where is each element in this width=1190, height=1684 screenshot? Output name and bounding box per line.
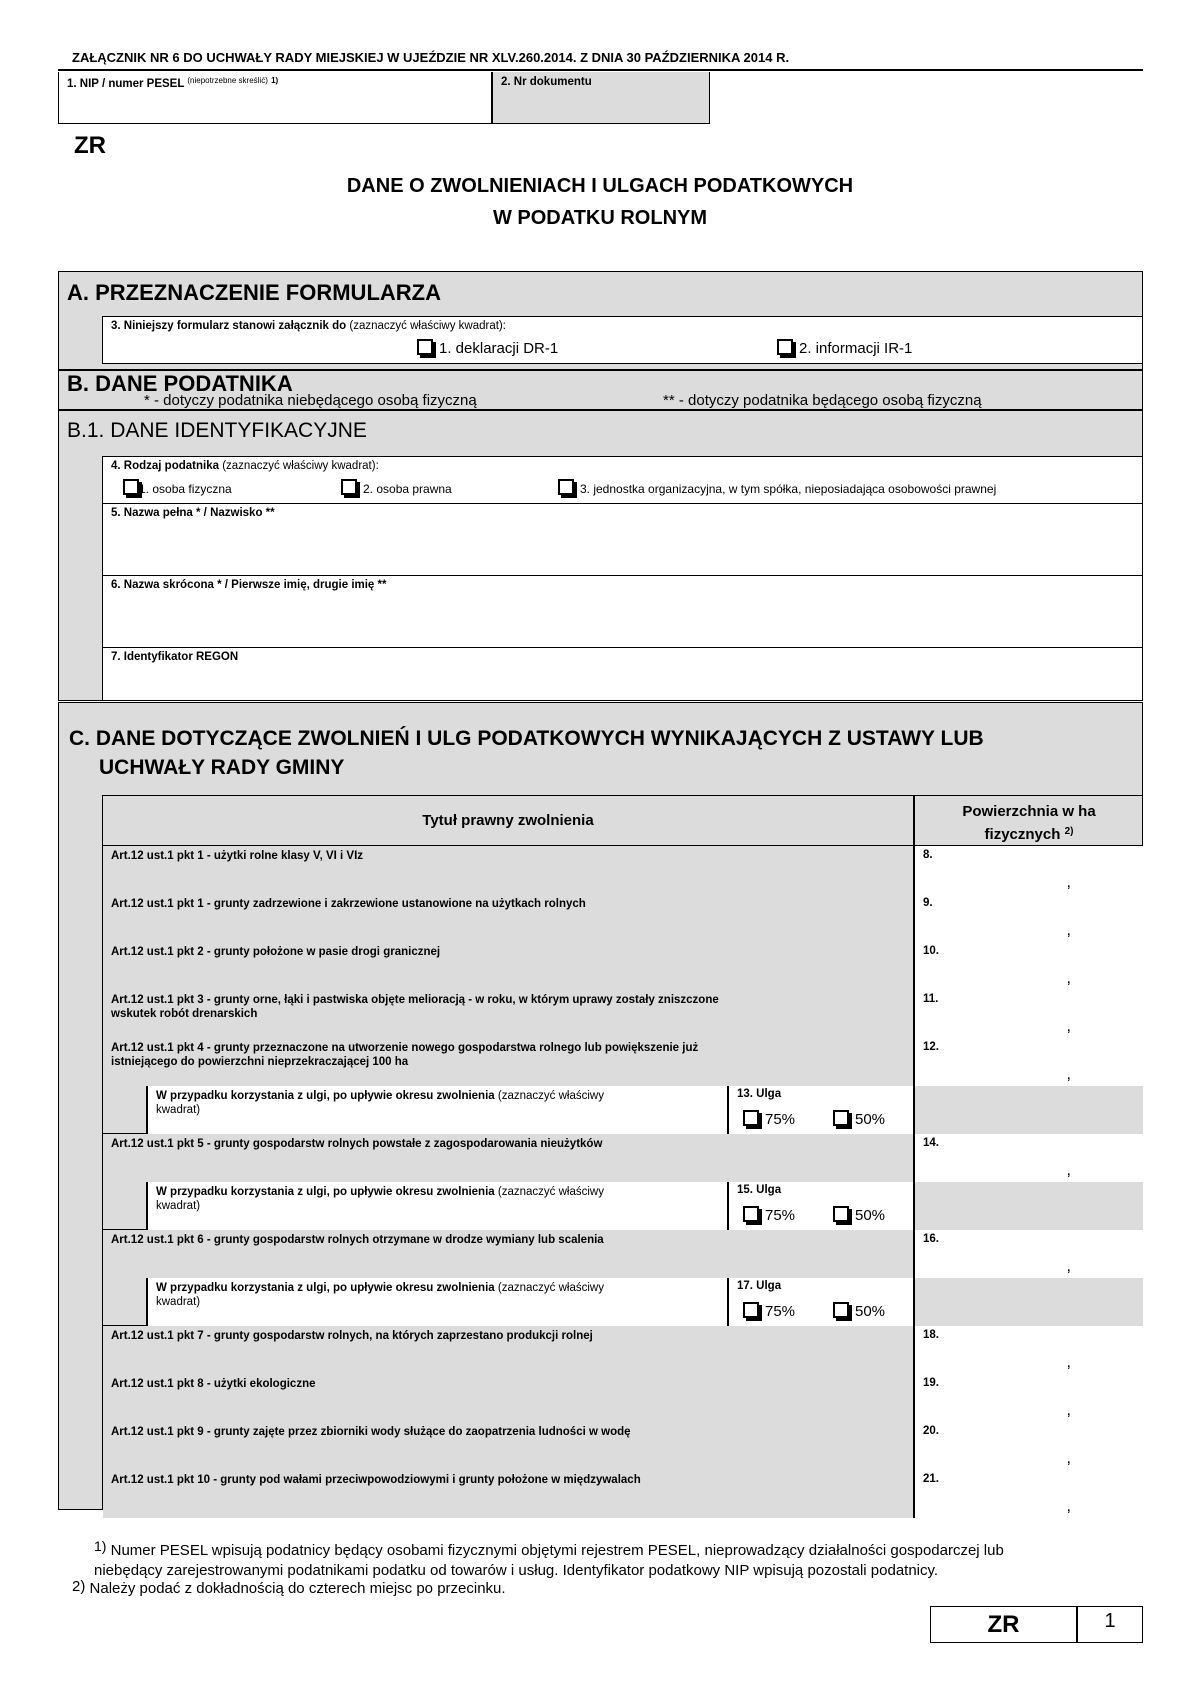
exemption-title: Art.12 ust.1 pkt 6 - grunty gospodarstw rolnych otrzymane w drodze wymiany lub scalenia — [111, 1234, 604, 1246]
relief-number: 15. Ulga — [737, 1184, 782, 1196]
attachment-header: ZAŁĄCZNIK NR 6 DO UCHWAŁY RADY MIEJSKIEJ W UJEŹDZIE NR XLV.260.2014. Z DNIA 30 PAŹDZIERNIKA 2014 R. — [72, 50, 790, 65]
decimal-comma: , — [1066, 922, 1071, 939]
purpose-field — [102, 316, 1142, 364]
option-75-label: 75% — [765, 1207, 796, 1224]
relief-empty-cell — [915, 1278, 1143, 1326]
exemption-title-cont: wskutek robót drenarskich — [111, 1008, 258, 1020]
nip-pesel-label: 1. NIP / numer PESEL — [67, 78, 185, 90]
exemption-title-cont: istniejącego do powierzchni nieprzekraczającej 100 ha — [111, 1056, 409, 1068]
area-input[interactable] — [915, 1374, 1143, 1422]
footnote-2-mark: 2) — [72, 1578, 86, 1595]
relief-row — [103, 1086, 1143, 1134]
decimal-comma: , — [1066, 1354, 1071, 1371]
b1-divider — [59, 409, 1142, 411]
footnote-ref-2: 2) — [1064, 826, 1074, 837]
decimal-comma: , — [1066, 1402, 1071, 1419]
decimal-comma: , — [1066, 874, 1071, 891]
relief-note2: kwadrat) — [156, 1104, 201, 1116]
table-header — [103, 796, 1143, 846]
checkbox-75[interactable] — [743, 1302, 759, 1318]
area-field-number: 9. — [923, 897, 933, 909]
checkbox-org-unit[interactable] — [558, 479, 574, 495]
short-name-label: 6. Nazwa skrócona * / Pierwsze imię, drugie imię ** — [111, 579, 387, 591]
table-row — [103, 990, 1143, 1038]
area-field-number: 10. — [923, 945, 939, 957]
decimal-comma: , — [1066, 1498, 1071, 1515]
relief-row — [103, 1182, 1143, 1230]
table-row — [103, 1134, 1143, 1182]
option-75[interactable] — [743, 1110, 795, 1128]
relief-note: (zaznaczyć właściwy — [497, 1186, 604, 1198]
area-input[interactable] — [915, 1470, 1143, 1518]
footnote-1-line2: niebędący zarejestrowanymi podatnikami podatku od towarów i usług. Identyfikator podatkowy NIP wpisują pozostali podatnicy. — [94, 1562, 939, 1579]
relief-empty-cell — [915, 1182, 1143, 1230]
area-field-number: 20. — [923, 1425, 939, 1437]
relief-note: (zaznaczyć właściwy — [497, 1282, 604, 1294]
column-header-area — [915, 802, 1143, 845]
exemption-title-cell — [103, 1470, 913, 1518]
table-row — [103, 942, 1143, 990]
option-legal-person-label: 2. osoba prawna — [363, 482, 452, 496]
decimal-comma: , — [1066, 1066, 1071, 1083]
footer-form-code: ZR — [987, 1611, 1020, 1638]
table-row — [103, 894, 1143, 942]
regon-field[interactable] — [103, 648, 1143, 701]
relief-options — [729, 1278, 913, 1326]
option-org-unit[interactable] — [558, 479, 996, 496]
option-75[interactable] — [743, 1302, 795, 1320]
option-75-label: 75% — [765, 1111, 796, 1128]
section-b-heading: B. DANE PODATNIKA — [67, 371, 293, 396]
decimal-comma: , — [1066, 970, 1071, 987]
table-row — [103, 1038, 1143, 1086]
area-input[interactable] — [915, 1422, 1143, 1470]
footnote-2-text: Należy podać z dokładnością do czterech miejsc po przecinku. — [89, 1580, 506, 1597]
full-name-label: 5. Nazwa pełna * / Nazwisko ** — [111, 507, 275, 519]
exemption-title-cell — [103, 846, 913, 894]
option-75[interactable] — [743, 1206, 795, 1224]
page-number: 1 — [1104, 1610, 1116, 1632]
option-ir1[interactable] — [777, 339, 912, 357]
option-75-label: 75% — [765, 1303, 796, 1320]
taxpayer-type-field — [103, 457, 1143, 504]
exemption-title: Art.12 ust.1 pkt 4 - grunty przeznaczone na utworzenie nowego gospodarstwa rolnego lub powiększenie już — [111, 1042, 699, 1054]
nip-pesel-note: (niepotrzebne skreślić) — [187, 76, 268, 85]
table-row — [103, 846, 1143, 894]
option-legal-person[interactable] — [341, 479, 452, 496]
section-a-b-frame — [58, 271, 1143, 701]
taxpayer-type-label: 4. Rodzaj podatnika — [111, 460, 219, 472]
table-row — [103, 1422, 1143, 1470]
footnote-2 — [72, 1578, 506, 1597]
header-rule — [58, 69, 1143, 71]
option-50-label: 50% — [855, 1111, 886, 1128]
area-input[interactable] — [915, 1038, 1143, 1086]
exemption-title-cell — [103, 1038, 913, 1086]
option-ir1-label: 2. informacji IR-1 — [799, 340, 913, 357]
full-name-field[interactable] — [103, 504, 1143, 576]
relief-options — [729, 1182, 913, 1230]
checkbox-dr1[interactable] — [417, 339, 433, 355]
option-dr1-label: 1. deklaracji DR-1 — [439, 340, 559, 357]
area-field-number: 16. — [923, 1233, 939, 1245]
table-row — [103, 1230, 1143, 1278]
relief-note2: kwadrat) — [156, 1296, 201, 1308]
exemption-title: Art.12 ust.1 pkt 9 - grunty zajęte przez zbiorniki wody służące do zaopatrzenia ludności w wodę — [111, 1426, 631, 1438]
taxpayer-type-note: (zaznaczyć właściwy kwadrat): — [222, 460, 379, 472]
nip-pesel-field[interactable] — [58, 72, 492, 124]
decimal-comma: , — [1066, 1018, 1071, 1035]
checkbox-ir1[interactable] — [777, 339, 793, 355]
area-field-number: 8. — [923, 849, 933, 861]
exemption-title: Art.12 ust.1 pkt 10 - grunty pod wałami przeciwpowodziowymi i grunty położone w międzywalach — [111, 1474, 641, 1486]
relief-text: W przypadku korzystania z ulgi, po upływie okresu zwolnienia — [156, 1186, 495, 1198]
checkbox-50[interactable] — [833, 1206, 849, 1222]
exemption-title: Art.12 ust.1 pkt 5 - grunty gospodarstw rolnych powstałe z zagospodarowania nieużytków — [111, 1138, 603, 1150]
exemption-title-cell — [103, 1326, 913, 1374]
area-field-number: 18. — [923, 1329, 939, 1341]
exemption-title-cell — [103, 1134, 913, 1182]
checkbox-50[interactable] — [833, 1110, 849, 1126]
relief-description — [148, 1182, 728, 1230]
purpose-note: (zaznaczyć właściwy kwadrat): — [349, 320, 506, 332]
area-field-number: 12. — [923, 1041, 939, 1053]
area-input[interactable] — [915, 846, 1143, 894]
form-title-line2: W PODATKU ROLNYM — [492, 207, 708, 229]
footnote-1 — [94, 1536, 1004, 1581]
option-50-label: 50% — [855, 1303, 886, 1320]
option-50[interactable] — [833, 1302, 885, 1320]
area-input[interactable] — [915, 1326, 1143, 1374]
column-header-title: Tytuł prawny zwolnienia — [422, 812, 594, 829]
form-title-line1: DANE O ZWOLNIENIACH I ULGACH PODATKOWYCH — [346, 175, 854, 197]
relief-row — [103, 1278, 1143, 1326]
decimal-comma: , — [1066, 1450, 1071, 1467]
decimal-comma: , — [1066, 1258, 1071, 1275]
footnote-1-line1: Numer PESEL wpisują podatnicy będący osobami fizycznymi objętymi rejestrem PESEL, nieprowadzący działalności gospodarczej lub — [110, 1542, 1004, 1559]
regon-label: 7. Identyfikator REGON — [111, 651, 239, 663]
exemptions-table — [102, 795, 1142, 1515]
area-field-number: 11. — [923, 993, 939, 1005]
short-name-field[interactable] — [103, 576, 1143, 648]
column-header-area-line2: fizycznych — [984, 826, 1061, 843]
checkbox-legal-person[interactable] — [341, 479, 357, 495]
relief-note: (zaznaczyć właściwy — [497, 1090, 604, 1102]
checkbox-50[interactable] — [833, 1302, 849, 1318]
relief-options — [729, 1086, 913, 1134]
exemption-title: Art.12 ust.1 pkt 1 - użytki rolne klasy V, VI i VIz — [111, 850, 364, 862]
relief-description — [148, 1086, 728, 1134]
checkbox-75[interactable] — [743, 1206, 759, 1222]
area-input[interactable] — [915, 990, 1143, 1038]
column-header-area-line1: Powierzchnia w ha — [962, 803, 1096, 820]
form-code: ZR — [74, 132, 106, 159]
option-50[interactable] — [833, 1206, 885, 1224]
area-input[interactable] — [915, 1230, 1143, 1278]
option-50-label: 50% — [855, 1207, 886, 1224]
exemption-title-cell — [103, 942, 913, 990]
legend-natural: ** - dotyczy podatnika będącego osobą fizyczną — [663, 392, 982, 409]
relief-description — [148, 1278, 728, 1326]
section-c-heading-line2: UCHWAŁY RADY GMINY — [99, 756, 345, 779]
document-number-label: 2. Nr dokumentu — [501, 76, 592, 88]
option-dr1[interactable] — [417, 339, 558, 357]
area-field-number: 21. — [923, 1473, 939, 1485]
area-input[interactable] — [915, 894, 1143, 942]
identification-fields — [102, 456, 1142, 700]
relief-text: W przypadku korzystania z ulgi, po upływie okresu zwolnienia — [156, 1282, 495, 1294]
area-input[interactable] — [915, 1134, 1143, 1182]
option-org-unit-label: 3. jednostka organizacyjna, w tym spółka, nieposiadająca osobowości prawnej — [580, 482, 997, 496]
relief-empty-cell — [915, 1086, 1143, 1134]
option-50[interactable] — [833, 1110, 885, 1128]
table-row — [103, 1374, 1143, 1422]
option-natural-person-label: 1. osoba fizyczna — [139, 482, 232, 496]
relief-number: 13. Ulga — [737, 1088, 782, 1100]
decimal-comma: , — [1066, 1162, 1071, 1179]
option-natural-person[interactable] — [123, 479, 232, 496]
area-field-number: 19. — [923, 1377, 939, 1389]
purpose-label: 3. Niniejszy formularz stanowi załącznik do — [111, 320, 347, 332]
exemption-title-cell — [103, 990, 913, 1038]
exemption-title: Art.12 ust.1 pkt 1 - grunty zadrzewione i zakrzewione ustanowione na użytkach rolnych — [111, 898, 586, 910]
exemption-title-cell — [103, 1230, 913, 1278]
legend-non-natural: * - dotyczy podatnika niebędącego osobą fizyczną — [144, 392, 477, 409]
footnote-ref-1: 1) — [271, 76, 279, 85]
relief-text: W przypadku korzystania z ulgi, po upływie okresu zwolnienia — [156, 1090, 495, 1102]
exemption-title-cell — [103, 894, 913, 942]
section-b1-heading: B.1. DANE IDENTYFIKACYJNE — [67, 419, 367, 442]
table-row — [103, 1326, 1143, 1374]
document-number-field — [492, 72, 710, 124]
table-row — [103, 1470, 1143, 1518]
page-footer-box — [930, 1606, 1143, 1643]
exemption-title: Art.12 ust.1 pkt 7 - grunty gospodarstw rolnych, na których zaprzestano produkcji rolnej — [111, 1330, 593, 1342]
exemption-title-cell — [103, 1422, 913, 1470]
area-input[interactable] — [915, 942, 1143, 990]
exemption-title: Art.12 ust.1 pkt 8 - użytki ekologiczne — [111, 1378, 316, 1390]
area-field-number: 14. — [923, 1137, 939, 1149]
section-c-heading-line1: C. DANE DOTYCZĄCE ZWOLNIEŃ I ULG PODATKOWYCH WYNIKAJĄCYCH Z USTAWY LUB — [69, 727, 984, 750]
section-c-frame — [58, 702, 1143, 1515]
checkbox-natural-person[interactable] — [123, 479, 139, 495]
relief-note2: kwadrat) — [156, 1200, 201, 1212]
exemption-title: Art.12 ust.1 pkt 2 - grunty położone w pasie drogi granicznej — [111, 946, 441, 958]
section-a-heading: A. PRZEZNACZENIE FORMULARZA — [67, 280, 441, 305]
exemption-title-cell — [103, 1374, 913, 1422]
footnote-1-mark: 1) — [94, 1538, 107, 1554]
exemption-title: Art.12 ust.1 pkt 3 - grunty orne, łąki i pastwiska objęte melioracją - w roku, w którym uprawy zostały zniszczone — [111, 994, 719, 1006]
relief-number: 17. Ulga — [737, 1280, 782, 1292]
checkbox-75[interactable] — [743, 1110, 759, 1126]
